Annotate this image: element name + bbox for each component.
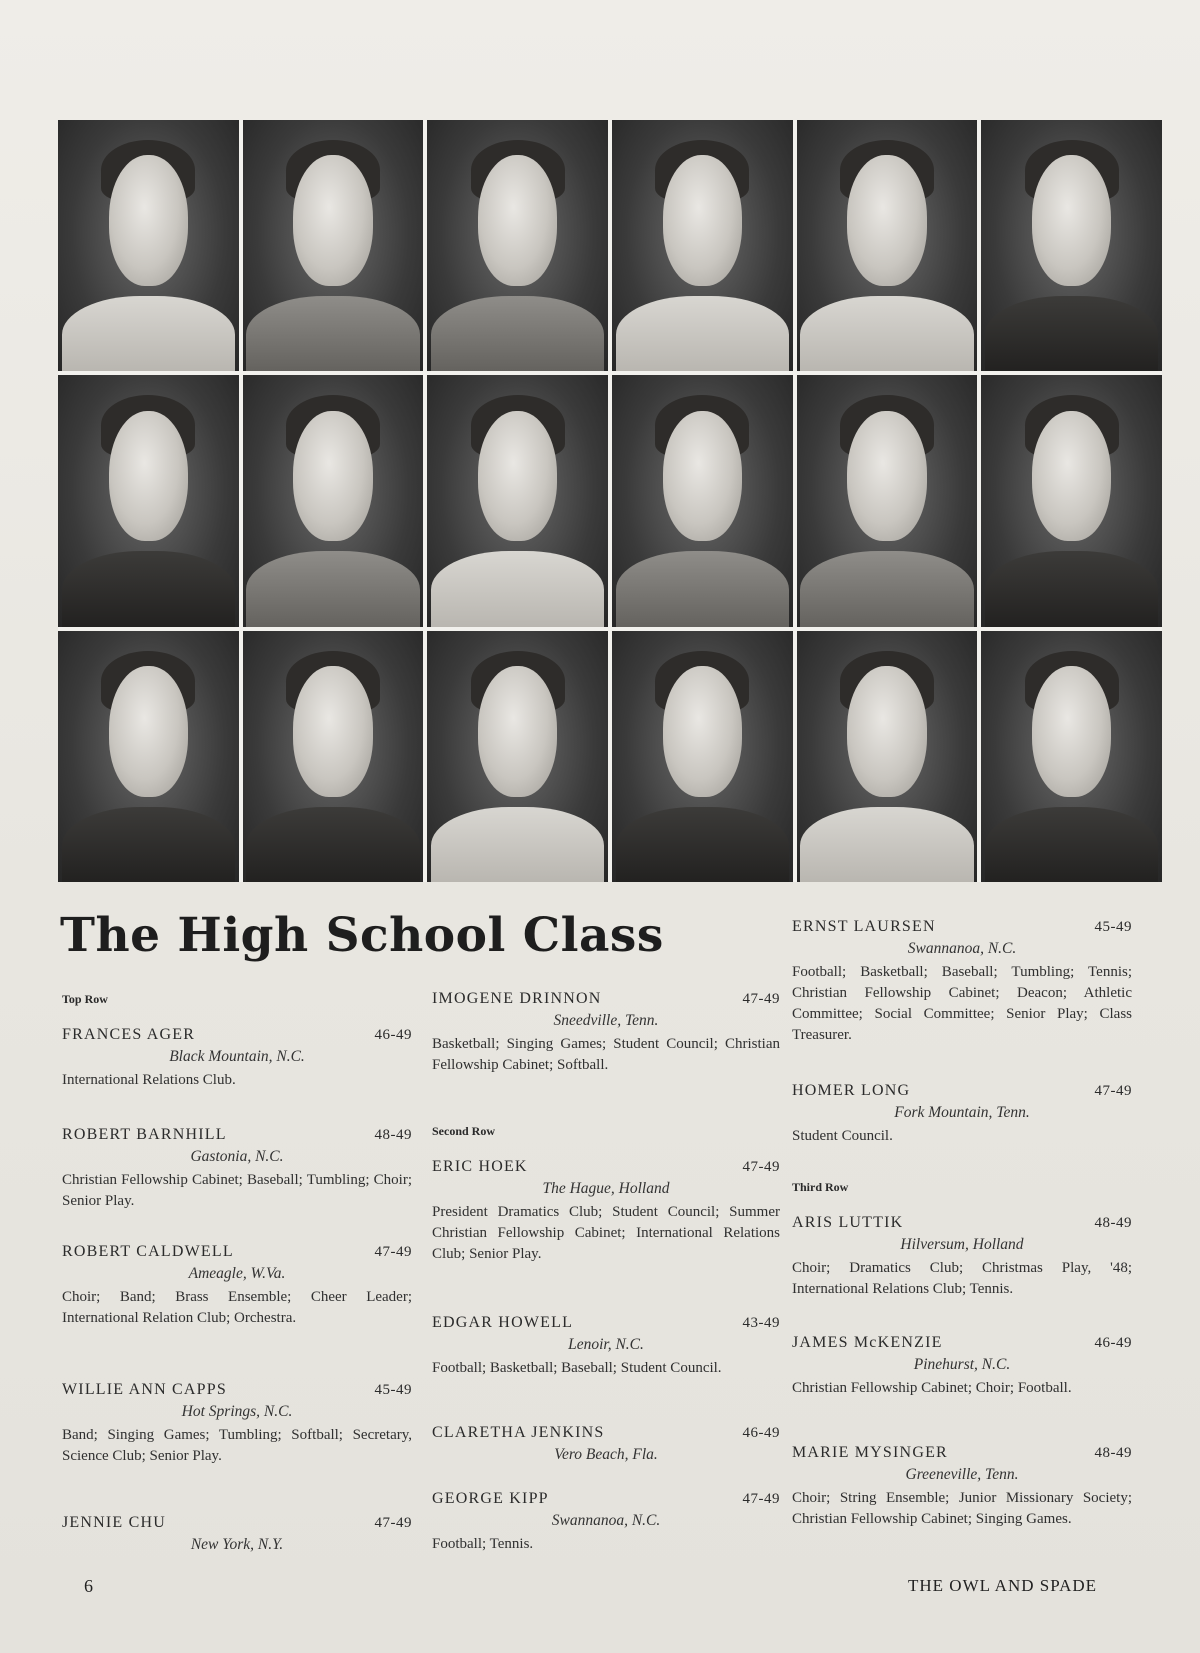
entry-town: Vero Beach, Fla. — [554, 1446, 658, 1463]
entry-years: 48-49 — [374, 1127, 412, 1143]
entry-years: 45-49 — [1094, 919, 1132, 935]
entry-name: HOMER LONG — [792, 1082, 911, 1099]
portrait-5 — [797, 120, 978, 371]
portrait-12 — [981, 375, 1162, 626]
row-label-third: Third Row — [792, 1180, 849, 1194]
entry-claretha-jenkins — [432, 1424, 780, 1464]
entry-town: Pinehurst, N.C. — [913, 1356, 1011, 1373]
entry-name: ERIC HOEK — [432, 1158, 528, 1175]
portrait-10 — [612, 375, 793, 626]
entry-robert-barnhill — [62, 1126, 412, 1212]
publication-name: THE OWL AND SPADE — [908, 1576, 1098, 1595]
portrait-2 — [243, 120, 424, 371]
entry-robert-caldwell — [62, 1243, 412, 1329]
entry-name: CLARETHA JENKINS — [432, 1424, 605, 1441]
entry-activities: Band; Singing Games; Tumbling; Softball; Secretary, Science Club; Senior Play. — [62, 1427, 412, 1464]
entry-activities: Choir; Band; Brass Ensemble; Cheer Leader; International Relation Club; Orchestra. — [62, 1289, 412, 1326]
entry-name: ERNST LAURSEN — [792, 918, 936, 935]
entry-eric-hoek — [432, 1158, 780, 1265]
entry-years: 48-49 — [1094, 1445, 1132, 1461]
entry-town: Swannanoa, N.C. — [551, 1512, 661, 1529]
entry-years: 47-49 — [742, 1159, 780, 1175]
portrait-7 — [58, 375, 239, 626]
entry-town: Greeneville, Tenn. — [905, 1466, 1019, 1483]
portrait-1 — [58, 120, 239, 371]
entry-name: IMOGENE DRINNON — [432, 990, 602, 1007]
entry-frances-ager — [62, 1026, 412, 1091]
entry-name: ROBERT BARNHILL — [62, 1126, 227, 1143]
portrait-15 — [427, 631, 608, 882]
entry-town: Hilversum, Holland — [900, 1236, 1024, 1253]
entry-aris-luttik — [792, 1214, 1132, 1300]
page-number: 6 — [84, 1576, 93, 1596]
entry-ernst-laursen — [792, 918, 1132, 1046]
portrait-6 — [981, 120, 1162, 371]
entry-name: ARIS LUTTIK — [792, 1214, 904, 1231]
entry-edgar-howell — [432, 1314, 780, 1379]
entry-town: Black Mountain, N.C. — [169, 1048, 305, 1065]
entry-marie-mysinger — [792, 1444, 1132, 1530]
entry-name: GEORGE KIPP — [432, 1490, 549, 1507]
entry-george-kipp — [432, 1490, 780, 1555]
entry-name: FRANCES AGER — [62, 1026, 196, 1043]
entry-town: The Hague, Holland — [542, 1180, 670, 1197]
portrait-8 — [243, 375, 424, 626]
entry-town: Ameagle, W.Va. — [188, 1265, 286, 1282]
entry-activities: President Dramatics Club; Student Council; Summer Christian Fellowship Cabinet; International Relations Club; Senior Play. — [432, 1204, 780, 1262]
portrait-3 — [427, 120, 608, 371]
entry-town: Hot Springs, N.C. — [181, 1403, 293, 1420]
entry-jennie-chu — [62, 1514, 412, 1554]
row-label-top: Top Row — [62, 992, 108, 1006]
entry-name: EDGAR HOWELL — [432, 1314, 574, 1331]
entry-imogene-drinnon — [432, 990, 780, 1076]
entry-activities: Christian Fellowship Cabinet; Baseball; Tumbling; Choir; Senior Play. — [62, 1172, 412, 1209]
entry-town: New York, N.Y. — [190, 1536, 284, 1553]
portrait-grid — [58, 120, 1162, 882]
entry-years: 46-49 — [742, 1425, 780, 1441]
entry-years: 47-49 — [1094, 1083, 1132, 1099]
entry-name: WILLIE ANN CAPPS — [62, 1381, 227, 1398]
entry-activities: Student Council. — [792, 1128, 893, 1144]
entry-activities: Football; Basketball; Baseball; Tumbling; Tennis; Christian Fellowship Cabinet; Deacon; Athletic Committee; Social Committee; Senior Play; Class Treasurer. — [792, 964, 1132, 1043]
entry-james-mckenzie — [792, 1334, 1132, 1399]
entry-years: 45-49 — [374, 1382, 412, 1398]
entry-name: MARIE MYSINGER — [792, 1444, 948, 1461]
entry-town: Fork Mountain, Tenn. — [894, 1104, 1030, 1121]
entry-activities: Choir; Dramatics Club; Christmas Play, '48; International Relations Club; Tennis. — [792, 1260, 1132, 1297]
entry-activities: International Relations Club. — [62, 1072, 236, 1088]
entry-willie-ann-capps — [62, 1381, 412, 1467]
row-label-second: Second Row — [432, 1124, 496, 1138]
entry-years: 47-49 — [742, 991, 780, 1007]
entry-town: Sneedville, Tenn. — [553, 1012, 659, 1029]
entry-years: 46-49 — [1094, 1335, 1132, 1351]
portrait-13 — [58, 631, 239, 882]
entry-name: JAMES McKENZIE — [792, 1334, 943, 1351]
portrait-17 — [797, 631, 978, 882]
entry-town: Swannanoa, N.C. — [907, 940, 1017, 957]
portrait-4 — [612, 120, 793, 371]
portrait-14 — [243, 631, 424, 882]
entry-activities: Christian Fellowship Cabinet; Choir; Football. — [792, 1380, 1072, 1396]
entry-years: 43-49 — [742, 1315, 780, 1331]
entry-town: Lenoir, N.C. — [568, 1336, 644, 1353]
entry-town: Gastonia, N.C. — [190, 1148, 284, 1165]
entry-years: 48-49 — [1094, 1215, 1132, 1231]
entry-activities: Basketball; Singing Games; Student Council; Christian Fellowship Cabinet; Softball. — [432, 1036, 780, 1073]
portrait-16 — [612, 631, 793, 882]
page-title: The High School Class — [60, 908, 664, 963]
entry-activities: Football; Tennis. — [432, 1536, 534, 1552]
entry-years: 47-49 — [374, 1515, 412, 1531]
entry-activities: Football; Basketball; Baseball; Student Council. — [432, 1360, 722, 1376]
entry-homer-long — [792, 1082, 1132, 1147]
entry-name: JENNIE CHU — [62, 1514, 166, 1531]
entry-years: 47-49 — [742, 1491, 780, 1507]
portrait-18 — [981, 631, 1162, 882]
entry-activities: Choir; String Ensemble; Junior Missionary Society; Christian Fellowship Cabinet; Singing Games. — [792, 1490, 1132, 1527]
entry-years: 47-49 — [374, 1244, 412, 1260]
entry-name: ROBERT CALDWELL — [62, 1243, 234, 1260]
portrait-9 — [427, 375, 608, 626]
portrait-11 — [797, 375, 978, 626]
entry-years: 46-49 — [374, 1027, 412, 1043]
